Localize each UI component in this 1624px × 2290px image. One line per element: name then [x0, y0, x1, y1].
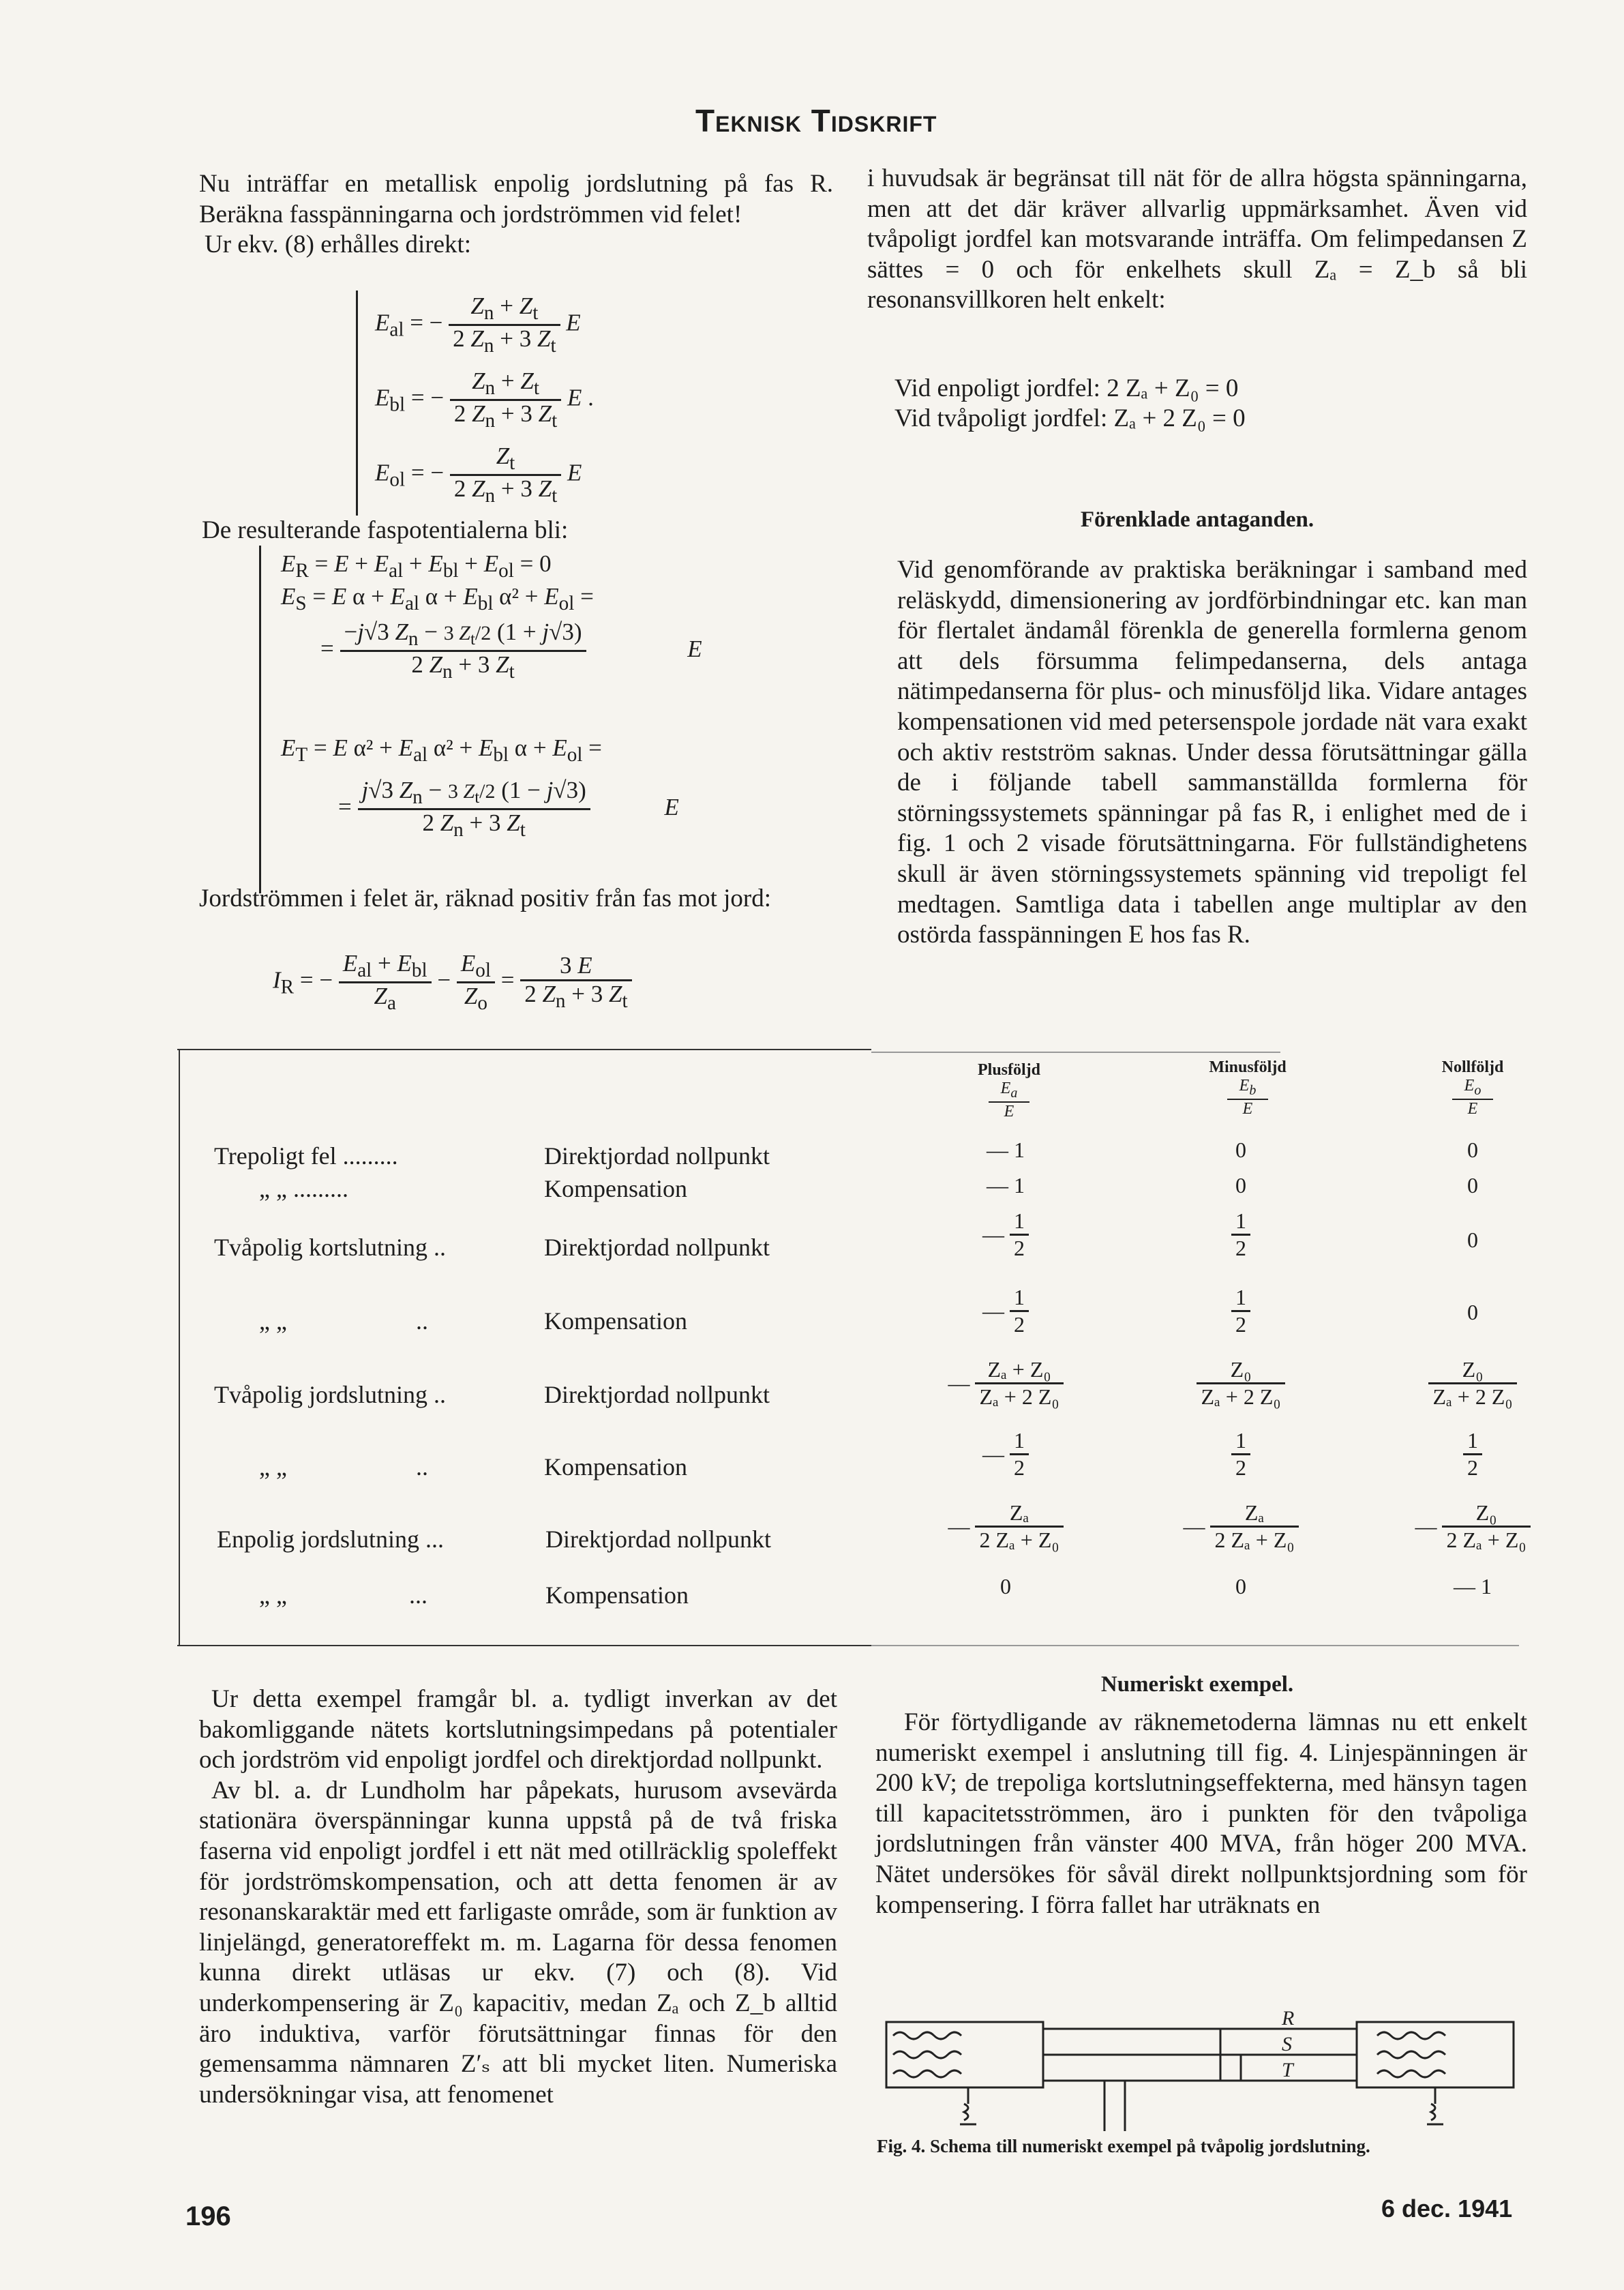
left-source-box: [886, 2022, 1043, 2087]
table-cell: $\frac{1}{2}$: [1207, 1428, 1275, 1481]
table-cell: $\frac{\text{Z₀}}{\text{Zₐ + 2 Z₀}}$: [1173, 1357, 1309, 1410]
equation-et-frac: = $\frac{j√3 Z_n - 3 Z_t/2 (1 - j√3)}{2 Z_n + 3 Z_t}$ E: [338, 777, 679, 842]
table-row-label: Trepoligt fel .........: [214, 1142, 398, 1170]
fig-label-t: T: [1282, 2059, 1293, 2081]
table-cell: $\frac{1}{2}$: [1207, 1285, 1275, 1337]
table-row-label: „ „ ...: [259, 1581, 427, 1609]
table-cell: 0: [1235, 1137, 1246, 1162]
right-middle-text: [897, 555, 1527, 951]
condition-tvapolig: Vid tvåpoligt jordfel: Zₐ + 2 Z₀ = 0: [894, 404, 1246, 432]
table-row-ground: Direktjordad nollpunkt: [544, 1142, 770, 1170]
table-header-minus: Minusföljd $E_b$ E: [1209, 1058, 1287, 1118]
figure-4-schematic: [879, 2002, 1527, 2138]
table-row-ground: Kompensation: [544, 1175, 687, 1202]
table-row-ground: Direktjordad nollpunkt: [544, 1381, 770, 1408]
table-cell: — $\frac{\text{Zₐ}}{\text{2 Zₐ + Z₀}}$: [907, 1500, 1104, 1553]
right-source-box: [1357, 2022, 1514, 2087]
table-row-label: „ „ ..: [259, 1307, 428, 1335]
table-bottom-rule: [177, 1645, 871, 1646]
section-heading-simplified: Förenklade antaganden.: [1080, 507, 1314, 532]
figure-caption: Fig. 4. Schema till numeriskt exempel på tvåpolig jordslutning.: [877, 2136, 1370, 2156]
left-para-1: Ur detta exempel framgår bl. a. tydligt inverkan av det bakomliggande nätets kortslutningsimpedans på potentialer och jordström vid enpoligt jordfel och direktjordad nollpunkt.: [199, 1685, 837, 1774]
equation-er: $E_R = E + E_{al} + E_{bl} + E_{ol} = 0$: [281, 550, 552, 582]
table-cell: — 1: [987, 1137, 1025, 1162]
ur-ekv-text: Ur ekv. (8) erhålles direkt:: [205, 231, 472, 259]
equation-es: $E_S = E$ $\alpha + E_{al}$ $\alpha + E_{bl}$ $\alpha^2 + E_{ol}$ =: [281, 583, 594, 614]
table-cell: — $\frac{1}{2}$: [961, 1285, 1050, 1337]
table-cell: 0: [1467, 1300, 1478, 1324]
right-bottom-text: [875, 1708, 1527, 1920]
table-cell: — 1: [987, 1173, 1025, 1198]
table-cell: $\frac{1}{2}$: [1207, 1208, 1275, 1261]
condition-enpolig: Vid enpoligt jordfel: 2 Zₐ + Z₀ = 0: [894, 374, 1239, 402]
table-cell: — $\frac{\text{Zₐ + Z₀}}{\text{Zₐ + 2 Z₀}}$: [907, 1357, 1104, 1410]
table-cell: $\frac{1}{2}$: [1439, 1428, 1507, 1481]
table-cell: — $\frac{\text{Z₀}}{\text{2 Zₐ + Z₀}}$: [1377, 1500, 1568, 1553]
page-number: 196: [185, 2201, 231, 2231]
fig-label-s: S: [1282, 2033, 1292, 2055]
table-row-ground: Direktjordad nollpunkt: [545, 1526, 771, 1553]
table-row-label: „ „ .........: [259, 1175, 348, 1202]
table-row-ground: Direktjordad nollpunkt: [544, 1234, 770, 1261]
table-header-zero: Nollföljd $E_o$ E: [1441, 1058, 1504, 1118]
resulting-text: De resulterande faspotentialerna bli:: [202, 516, 569, 544]
table-cell: — $\frac{\text{Zₐ}}{\text{2 Zₐ + Z₀}}$: [1145, 1500, 1336, 1553]
left-intro: [199, 169, 833, 261]
table-row-ground: Kompensation: [544, 1307, 687, 1335]
table-cell: 0: [1235, 1173, 1246, 1198]
table-row-label: Enpolig jordslutning ...: [217, 1526, 444, 1553]
section-heading-numeric: Numeriskt exempel.: [1100, 1672, 1294, 1697]
issue-date: 6 dec. 1941: [1381, 2195, 1513, 2222]
table-row-label: „ „ ..: [259, 1453, 428, 1481]
equation-ebl: $E_{bl}$ = − $\frac{Z_n + Z_t}{2 Z_n + 3 Z_t}$ E .: [375, 368, 594, 432]
table-cell: — 1: [1454, 1574, 1492, 1598]
table-row-ground: Kompensation: [544, 1453, 687, 1481]
table-cell: $\frac{\text{Z₀}}{\text{Zₐ + 2 Z₀}}$: [1404, 1357, 1541, 1410]
equation-ir: $I_R$ = − $\frac{E_{al} + E_{bl}}{Z_a}$ − $\frac{E_{ol}}{Z_o}$ = $\frac{3 E}{2 Z_n + 3 Z_t}$: [273, 951, 632, 1014]
journal-header: Teknisk Tidskrift: [695, 103, 937, 138]
table-row-label: Tvåpolig kortslutning ..: [214, 1234, 446, 1261]
table-right-bottom-rule: [871, 1645, 1519, 1646]
intro-paragraph: Nu inträffar en metallisk enpolig jordslutning på fas R. Beräkna fasspänningarna och jordströmmen vid felet!: [199, 170, 833, 228]
fig-label-r: R: [1282, 2007, 1295, 2029]
table-top-rule: [177, 1049, 871, 1050]
right-para-1: i huvudsak är begränsat till nät för de allra högsta spänningarna, men att det där kräver allvarlig uppmärksamhet. Även vid tvåpoligt jordfel kan motsvarande inträffa. Om felimpedansen Z sättes = 0 och för enkelhets skull Zₐ = Z_b så bli resonansvillkoren helt enkelt:: [867, 164, 1527, 314]
table-cell: 0: [1235, 1574, 1246, 1598]
table-cell: 0: [1467, 1228, 1478, 1252]
table-cell: 0: [1000, 1574, 1011, 1598]
table-header-plus: Plusföljd $E_a$ E: [977, 1061, 1040, 1120]
equation-brace-2: [259, 546, 261, 893]
table-right-top-rule: [871, 1052, 1280, 1053]
right-top-text: [867, 164, 1527, 316]
right-para-2: Vid genomförande av praktiska beräkningar i samband med reläskydd, dimensionering av jordförbindningar etc. kan man för flertalet ändamål förenkla de generella formlerna genom att dels försumma felimpedanserna, dels antaga nätimpedanserna för plus- och minusföljd lika. Vidare antages kompensationen vid med petersenspole jordade nät vara exakt och aktiv restström saknas. Under dessa förutsättningar gälla de i följande tabell sammanställda formlerna för störningssystemets spänningar på fas R, i enlighet med de i fig. 1 och 2 visade förutsättningarna. För fullständighetens skull är även störningssystemets spänning vid trepoligt fel medtagen. Samtliga data i tabellen ange multiplar av den ostörda fasspänningen E hos fas R.: [897, 556, 1527, 949]
table-cell: 0: [1467, 1137, 1478, 1162]
current-intro: Jordströmmen i felet är, räknad positiv från fas mot jord:: [199, 884, 772, 912]
equation-eol: $E_{ol}$ = − $\frac{Z_t}{2 Z_n + 3 Z_t}$ E: [375, 443, 582, 507]
left-para-2: Av bl. a. dr Lundholm har påpekats, hurusom avsevärda stationära överspänningar kunna uppstå på de två friska faserna vid enpoligt jordfel i ett nät med otillräcklig spoleffekt för jordströmskompensation, och att detta fenomen är av resonanskaraktär med ett farligaste område, som är funktion av linjelängd, generatoreffekt m. m. Lagarna för dessa fenomen kunna direkt utläsas ur ekv. (7) och (8). Vid underkompensering är Z₀ kapacitiv, medan Zₐ och Z_b alltid äro induktiva, varför förutsättningar finnas för den gemensamma nämnaren Z′ₛ att bli mycket liten. Numeriska undersökningar visa, att fenomenet: [199, 1776, 837, 2109]
equation-brace-1: [356, 291, 358, 516]
table-cell: — $\frac{1}{2}$: [961, 1428, 1050, 1481]
equation-es-frac: = $\frac{-j√3 Z_n - 3 Z_t/2 (1 + j√3)}{2 Z_n + 3 Z_t}$ E: [320, 619, 702, 683]
table-row-label: Tvåpolig jordslutning ..: [214, 1381, 446, 1408]
equation-et: $E_T = E$ $\alpha^2 + E_{al}$ $\alpha^2 + E_{bl}$ $\alpha + E_{ol}$ =: [281, 734, 602, 766]
table-left-rule: [179, 1050, 180, 1645]
left-bottom-text: [199, 1684, 837, 2110]
table-cell: — $\frac{1}{2}$: [961, 1208, 1050, 1261]
table-row-ground: Kompensation: [545, 1581, 689, 1609]
table-cell: 0: [1467, 1173, 1478, 1198]
equation-eal: $E_{al}$ = − $\frac{Z_n + Z_t}{2 Z_n + 3 Z_t}$ E: [375, 293, 581, 357]
right-para-3: För förtydligande av räknemetoderna lämnas nu ett enkelt numeriskt exempel i anslutning till fig. 4. Linjespänningen är 200 kV; de trepoliga kortslutningseffekterna, med hänsyn tagen till kapacitetsströmmen, äro i punkten för den tvåpoliga jordslutningen från vänster 400 MVA, från höger 200 MVA. Nätet undersökes för såväl direkt nollpunktsjordning som för kompensering. I förra fallet har uträknats en: [875, 1708, 1527, 1919]
